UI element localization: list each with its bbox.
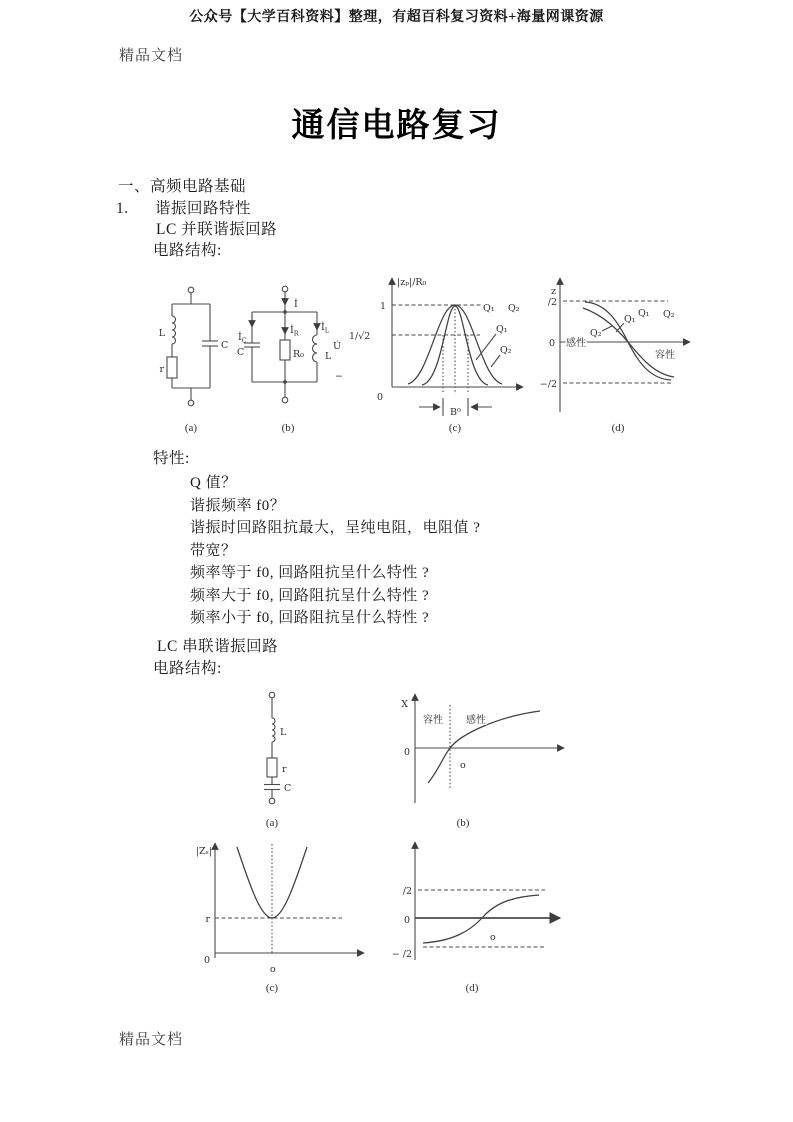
y-axis-label: z xyxy=(550,286,556,297)
q1-curve-label: Q₁ xyxy=(624,314,636,325)
circuit-wires xyxy=(244,286,317,403)
fig-label-a: (a) xyxy=(265,817,279,829)
inductor-label: L xyxy=(325,351,332,362)
fig-label-d: (d) xyxy=(465,982,479,994)
question-line: 带宽？ xyxy=(190,542,237,559)
question-line: 谐振时回路阻抗最大，呈纯电阻，电阻值 ? xyxy=(190,520,481,536)
structure-label-series: 电路结构: xyxy=(153,660,222,677)
tick-neg-half-pi: −/2 xyxy=(539,379,557,390)
inductor-label: L xyxy=(280,727,287,738)
structure-label-parallel: 电路结构: xyxy=(153,242,222,259)
q2-label: Q₂ xyxy=(663,309,675,320)
bandwidth-label: B⁰ xyxy=(450,407,461,418)
figure-parallel-magnitude-curves xyxy=(345,272,535,422)
figure-series-magnitude-curve xyxy=(190,838,370,980)
y-axis-label: |Zₛ| xyxy=(195,846,212,857)
phase-curve xyxy=(423,895,539,943)
capacitive-label: 容性 xyxy=(655,350,675,361)
omega0-label: o xyxy=(490,932,496,943)
q1-curve-label: Q₁ xyxy=(496,324,508,335)
q2-curve-label: Q₂ xyxy=(500,345,512,356)
leader-line xyxy=(491,355,500,367)
current-total-label: İ xyxy=(294,299,298,310)
question-list xyxy=(190,472,480,630)
omega0-label: o xyxy=(270,964,276,975)
question-line: 频率大于 f0, 回路阻抗呈什么特性 ? xyxy=(190,587,430,604)
terminal-bottom xyxy=(188,400,194,406)
tick-one: 1 xyxy=(379,301,386,312)
terminal-bottom xyxy=(269,798,275,804)
page-title: 通信电路复习 xyxy=(291,106,502,143)
voltage-label: U̇ xyxy=(333,341,342,352)
resistor-box xyxy=(280,340,290,360)
origin-label: 0 xyxy=(376,392,383,403)
terminal-top xyxy=(282,286,288,292)
q1-label: Q₁ xyxy=(638,308,650,319)
tick-zero: 0 xyxy=(548,338,555,349)
figure-series-circuit xyxy=(255,688,310,810)
axes xyxy=(415,842,560,960)
q1-label: Q₁ xyxy=(483,303,495,314)
capacitive-label: 容性 xyxy=(423,715,443,726)
inductor-coil xyxy=(313,335,318,362)
origin-label: 0 xyxy=(403,747,410,758)
question-line: 谐振频率 f0？ xyxy=(190,497,286,514)
leader-line xyxy=(602,326,612,331)
figure-parallel-phase-curves xyxy=(535,272,700,417)
y-axis-label: |zₚ|/R₀ xyxy=(397,277,427,288)
terminal-top xyxy=(269,692,275,698)
terminal-top xyxy=(188,287,194,293)
y-axis-label: X xyxy=(401,699,408,710)
capacitor-label: C xyxy=(284,783,292,794)
figure-parallel-circuit-b xyxy=(235,282,350,408)
item-title: 谐振回路特性 xyxy=(155,200,252,217)
inductor-label: L xyxy=(158,328,165,339)
resistor-label: r xyxy=(159,364,164,375)
capacitor-label: C xyxy=(221,340,229,351)
fig-label-c: (c) xyxy=(265,982,279,994)
figure-series-phase-curve xyxy=(390,838,570,968)
resistor-label: r xyxy=(282,764,287,775)
question-line: Q 值？ xyxy=(190,475,237,491)
watermark-top: 精品文档 xyxy=(119,48,184,64)
q2-curve-label: Q₂ xyxy=(590,328,602,339)
figure-parallel-circuit-a xyxy=(150,283,235,410)
inductor-coil xyxy=(172,316,176,344)
tick-r: r xyxy=(205,914,210,925)
resistor-box xyxy=(267,758,277,777)
tick-zero: 0 xyxy=(403,915,410,926)
fig-label-b: (b) xyxy=(281,422,295,434)
fig-label-a: (a) xyxy=(184,422,198,434)
leader-line xyxy=(616,323,624,332)
q2-label: Q₂ xyxy=(508,303,520,314)
tick-half-pi: /2 xyxy=(402,886,412,897)
current-l-label: $İ_L$ xyxy=(321,322,330,335)
subtitle-series: LC 串联谐振回路 xyxy=(157,638,279,655)
subtitle-parallel: LC 并联谐振回路 xyxy=(156,221,278,238)
fig-label-d: (d) xyxy=(611,422,625,434)
tick-inv-sqrt2: 1/√2 xyxy=(349,331,371,342)
header-banner: 公众号【大学百科资料】整理，有超百科复习资料+海量网课资源 xyxy=(189,10,604,25)
fig-label-c: (c) xyxy=(448,422,462,434)
minus-sign: − xyxy=(335,371,343,382)
inductive-label: 感性 xyxy=(466,715,486,726)
tick-neg-half-pi: − /2 xyxy=(391,949,412,960)
question-line: 频率小于 f0, 回路阻抗呈什么特性 ? xyxy=(190,610,430,626)
tick-half-pi: /2 xyxy=(547,297,557,308)
characteristics-label: 特性: xyxy=(153,450,190,467)
circuit-wires xyxy=(264,692,280,804)
fig-label-b: (b) xyxy=(456,817,470,829)
capacitor-label: C xyxy=(237,347,245,358)
question-line: 频率等于 f0, 回路阻抗呈什么特性 ? xyxy=(190,565,430,581)
current-c-label: $İ_C$ xyxy=(238,332,247,345)
origin-label: 0 xyxy=(203,955,210,966)
section-heading: 一、高频电路基础 xyxy=(118,178,247,195)
inductor-coil xyxy=(272,718,275,742)
omega0-label: o xyxy=(460,760,466,771)
axes xyxy=(415,694,564,803)
inductive-label: 感性 xyxy=(566,338,586,349)
axes xyxy=(215,843,364,958)
circuit-wires xyxy=(167,287,218,406)
figure-series-reactance-curve xyxy=(390,688,570,813)
resistor-label: R₀ xyxy=(293,349,304,360)
item-number: 1. xyxy=(116,200,129,217)
terminal-bottom xyxy=(282,397,288,403)
watermark-bottom: 精品文档 xyxy=(119,1032,184,1048)
current-r-label: $İ_R$ xyxy=(290,325,299,338)
resistor-box xyxy=(167,357,177,378)
